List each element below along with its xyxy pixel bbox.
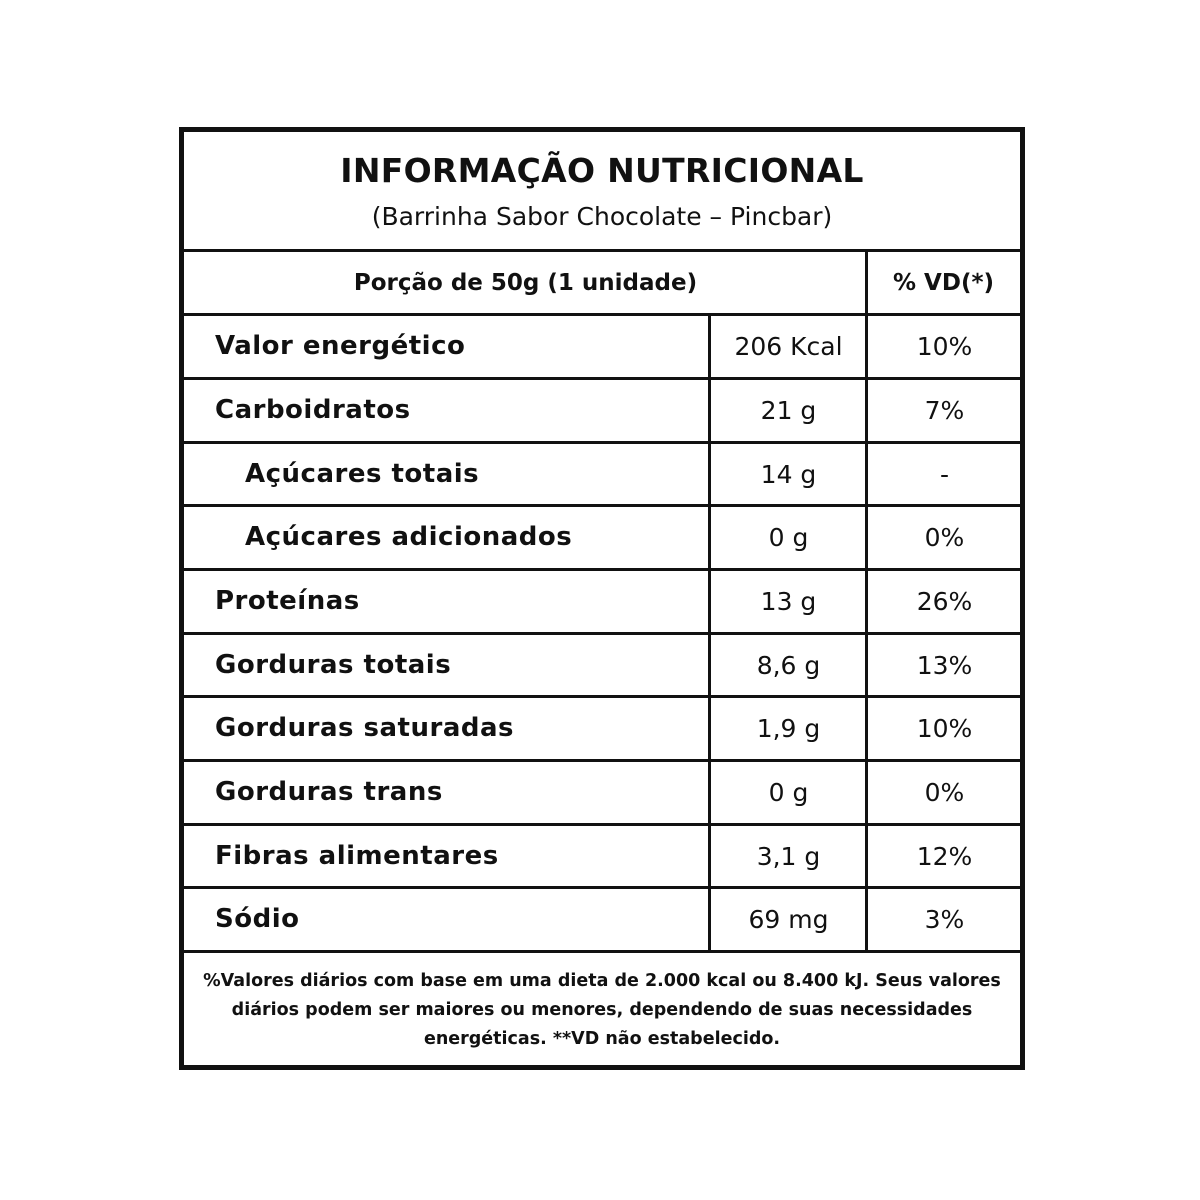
divider-row-4 <box>184 568 1020 571</box>
divider-row-2 <box>184 441 1020 444</box>
nutrient-amount: 14 g <box>760 460 817 489</box>
nutrient-vd: 10% <box>916 714 973 743</box>
nutrient-amount: 3,1 g <box>756 842 821 871</box>
nutrient-amount: 0 g <box>768 523 809 552</box>
table-title: INFORMAÇÃO NUTRICIONAL <box>340 151 864 190</box>
nutrient-vd: 12% <box>916 842 973 871</box>
nutrient-vd: 10% <box>916 332 973 361</box>
nutrient-name: Gorduras totais <box>215 650 452 680</box>
nutrient-name: Sódio <box>215 904 300 934</box>
nutrient-amount: 69 mg <box>748 905 829 934</box>
nutrient-name: Fibras alimentares <box>215 841 499 871</box>
divider-header <box>184 249 1020 252</box>
vd-header: % VD(*) <box>893 270 994 296</box>
daily-values-footnote: %Valores diários com base em uma dieta de 2.000 kcal ou 8.400 kJ. Seus valores diários podem ser maiores ou menores, dependendo de suas necessidades energéticas. **VD não estabelecido. <box>203 971 1001 1049</box>
portion-label: Porção de 50g (1 unidade) <box>353 270 698 296</box>
product-subtitle: (Barrinha Sabor Chocolate – Pincbar) <box>371 202 833 231</box>
divider-portion <box>184 313 1020 316</box>
nutrient-vd: 0% <box>924 778 965 807</box>
divider-row-7 <box>184 759 1020 762</box>
nutrient-name: Gorduras saturadas <box>215 713 514 743</box>
nutrient-amount: 1,9 g <box>756 714 821 743</box>
nutrient-amount: 13 g <box>760 587 817 616</box>
divider-row-1 <box>184 377 1020 380</box>
divider-footer <box>184 950 1020 953</box>
nutrient-vd: 3% <box>924 905 965 934</box>
nutrition-facts-table <box>179 127 1025 1070</box>
nutrient-amount: 8,6 g <box>756 651 821 680</box>
nutrient-amount: 206 Kcal <box>734 332 843 361</box>
nutrient-vd: 7% <box>924 396 965 425</box>
nutrient-name: Açúcares totais <box>245 459 480 489</box>
nutrient-vd: - <box>939 460 950 489</box>
nutrient-name: Valor energético <box>215 331 466 361</box>
nutrient-amount: 0 g <box>768 778 809 807</box>
nutrient-name: Açúcares adicionados <box>245 522 573 552</box>
nutrient-name: Proteínas <box>215 586 360 616</box>
nutrient-name: Gorduras trans <box>215 777 443 807</box>
divider-row-6 <box>184 695 1020 698</box>
nutrient-amount: 21 g <box>760 396 817 425</box>
divider-row-9 <box>184 886 1020 889</box>
nutrient-vd: 0% <box>924 523 965 552</box>
nutrient-name: Carboidratos <box>215 395 411 425</box>
nutrient-vd: 13% <box>916 651 973 680</box>
divider-row-8 <box>184 823 1020 826</box>
divider-row-3 <box>184 504 1020 507</box>
divider-row-5 <box>184 632 1020 635</box>
nutrient-vd: 26% <box>916 587 973 616</box>
